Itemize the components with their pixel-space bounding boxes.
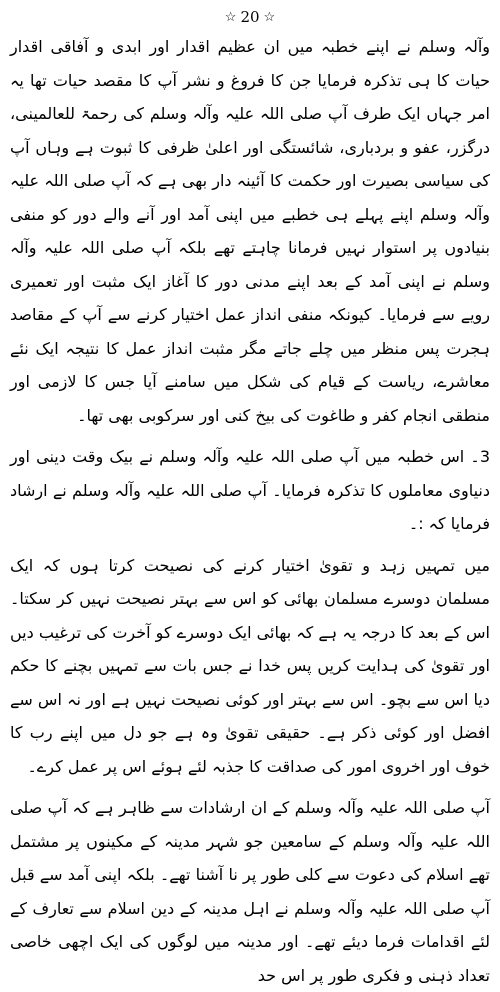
paragraph-spacer	[10, 432, 490, 440]
star-icon: ☆	[263, 9, 276, 25]
page-body	[10, 30, 490, 992]
paragraph: وآلہ وسلم نے اپنے خطبہ میں ان عظیم اقدار اور ابدی و آفاقی اقدار حیات کا ہی تذکرہ فرمایا جن کا فروغ و نشر آپ کا مقصد حیات تھا یہ امر جہاں ایک طرف آپ صلی اللہ علیہ وآلہ وسلم کی رحمۃ للعالمینی، درگزر، عفو و بردباری، شائستگی اور اعلیٰ ظرفی کا ثبوت ہے وہاں آپ کی سیاسی بصیرت اور حکمت کا آئینہ دار بھی ہے کہ آپ صلی اللہ علیہ وآلہ وسلم اپنے پہلے ہی خطبے میں اپنی آمد اور آنے والے دور کو منفی بنیادوں پر استوار نہیں فرمانا چاہتے تھے بلکہ آپ صلی اللہ علیہ وآلہ وسلم نے اپنی آمد کے بعد اپنے مدنی دور کا آغاز ایک مثبت اور تعمیری رویے سے فرمایا۔ کیونکہ منفی انداز عمل اختیار کرنے سے آپ کے مقاصد ہجرت پس منظر میں چلے جاتے مگر مثبت انداز عمل کا نتیجہ ایک نئے معاشرے، ریاست کے قیام کی شکل میں سامنے آیا جس کا لازمی اور منطقی انجام کفر و طاغوت کی بیخ کنی اور سرکوبی بھی تھا۔	[10, 37, 490, 425]
page-header	[10, 4, 490, 30]
paragraph-spacer	[10, 783, 490, 791]
page-number: 20	[240, 8, 260, 26]
paragraph: 3۔ اس خطبہ میں آپ صلی اللہ علیہ وآلہ وسلم نے بیک وقت دینی اور دنیاوی معاملوں کا تذکرہ فرمایا۔ آپ صلی اللہ علیہ وآلہ وسلم نے ارشاد فرمایا کہ :۔	[10, 447, 490, 533]
quoted-paragraph: میں تمہیں زہد و تقویٰ اختیار کرنے کی نصیحت کرتا ہوں کہ ایک مسلمان دوسرے مسلمان بھائی کو اس سے بہتر نصیحت نہیں کر سکتا۔ اس کے بعد کا درجہ یہ ہے کہ بھائی ایک دوسرے کو آخرت کی ترغیب دیں اور تقویٰ کی ہدایت کریں پس خدا نے جس بات سے تمہیں بچنے کا حکم دیا اس سے بچو۔ اس سے بہتر اور کوئی نصیحت نہیں ہے اور نہ اس سے افضل اور کوئی ذکر ہے۔ حقیقی تقویٰ وہ ہے جو دل میں اپنے رب کا خوف اور اخروی امور کی صداقت کا جذبہ لئے ہوئے اس پر عمل کرے۔	[10, 555, 490, 776]
paragraph: آپ صلی اللہ علیہ وآلہ وسلم کے ان ارشادات سے ظاہر ہے کہ آپ صلی اللہ علیہ وآلہ وسلم کے سامعین جو شہر مدینہ کے مکینوں پر مشتمل تھے اسلام کی دعوت سے کلی طور پر نا آشنا تھے۔ بلکہ اپنی آمد سے قبل آپ صلی اللہ علیہ وآلہ وسلم نے اہل مدینہ کے دین اسلام سے تعارف کے لئے اقدامات فرما دیئے تھے۔ اور مدینہ میں لوگوں کی ایک اچھی خاصی تعداد ذہنی و فکری طور پر اس حد	[10, 798, 490, 985]
paragraph-spacer	[10, 541, 490, 549]
star-icon: ☆	[224, 9, 237, 25]
